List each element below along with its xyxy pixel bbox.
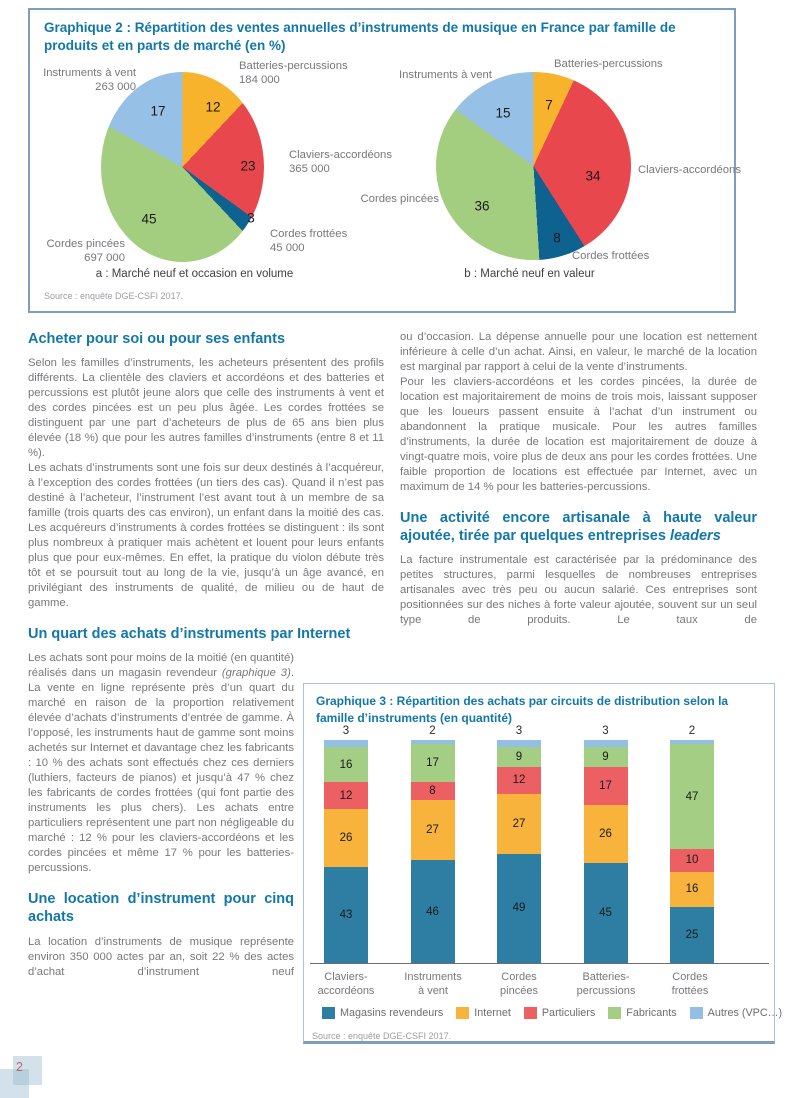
- paragraph: ou d’occasion. La dépense annuelle pour une location est nettement inférieure à celle d’un achat. Ainsi, en valeur, le marché de la location est marginal par rapport à celui de la vente d’instruments.: [400, 331, 757, 373]
- section-heading-artisanale: Une activité encore artisanale à haute valeur ajoutée, tirée par quelques entreprises leaders: [400, 510, 757, 545]
- section-heading-internet: Un quart des achats d’instruments par Internet: [28, 626, 351, 643]
- pie-b-value-pincees: 36: [474, 198, 490, 214]
- graphique2-panel: [28, 8, 741, 313]
- pie-b-value-batteries: 7: [545, 97, 553, 113]
- bar-segment: 26: [584, 805, 628, 863]
- category-label-frottees: Cordes frottées: [671, 971, 709, 997]
- bar-segment: 12: [497, 767, 541, 794]
- bar-3: [584, 725, 628, 963]
- section-heading-acheter: Acheter pour soi ou pour ses enfants: [28, 331, 286, 347]
- pie-a-value-pincees: 45: [141, 211, 157, 227]
- bar-1: [411, 725, 455, 963]
- category-label-batteries: Batteries- percussions: [576, 971, 636, 997]
- italic-reference: (graphique 3): [221, 667, 291, 680]
- bar-segment: 16: [324, 747, 368, 783]
- bar-segment: [497, 740, 541, 747]
- legend-item-3: [608, 1007, 676, 1019]
- pie-a-value-frottees: 3: [247, 210, 255, 226]
- bar-2: [497, 725, 541, 963]
- graphique3-title: Graphique 3 : Répartition des achats par circuits de distribution selon la famille d’instruments (en quantité): [316, 694, 729, 725]
- pie-a-label-frottees: Cordes frottées 45 000: [270, 228, 348, 254]
- right-column: [400, 330, 757, 628]
- pie-a-label-claviers: Claviers-accordéons 365 000: [289, 149, 392, 175]
- pie-a-label-pincees: Cordes pincées 697 000: [46, 238, 125, 264]
- legend-item-0: [322, 1007, 443, 1019]
- pie-b-value-claviers: 34: [585, 168, 601, 184]
- pie-b-label-claviers: Claviers-accordéons: [638, 164, 741, 176]
- paragraph: Selon les familles d’instruments, les acheteurs présentent des profils différents. La clientèle des claviers et accordéons et des batteries et percussions est plutôt jeune alors que celle des instruments à vent et des cordes pincées est un peu plus âgée. Les cordes frottées se distinguent par une part d’acheteurs de plus de 65 ans bien plus élevée (18 %) que pour les autres familles d’instruments (entre 8 et 11 %).: [28, 357, 384, 460]
- legend-label: Internet: [474, 1007, 511, 1019]
- pie-chart-value: [436, 72, 631, 260]
- legend-swatch: [322, 1007, 335, 1019]
- legend-swatch: [608, 1007, 621, 1019]
- bar-segment: 46: [411, 860, 455, 963]
- graphique3-source: Source : enquête DGE-CSFI 2017.: [312, 1031, 452, 1041]
- legend-item-1: [456, 1007, 511, 1019]
- pie-b-label-vent: Instruments à vent: [399, 69, 492, 81]
- bar-segment: 17: [411, 744, 455, 782]
- paragraph: La location d’instruments de musique représente environ 350 000 actes par an, soit 22 % des actes d’achat d’instrument neuf: [28, 935, 294, 978]
- bar-segment: 16: [670, 872, 714, 908]
- bar-top-value: 2: [688, 725, 696, 738]
- page-number-square: [0, 1069, 29, 1098]
- legend-swatch: [456, 1007, 469, 1019]
- section-heading-location: Une location d’instrument pour cinq achats: [28, 891, 294, 926]
- category-label-claviers: Claviers- accordéons: [317, 971, 375, 997]
- bar-top-value: 3: [515, 725, 523, 738]
- x-axis-line: [310, 963, 769, 964]
- category-label-vent: Instruments à vent: [404, 971, 462, 997]
- bar-segment: 43: [324, 867, 368, 963]
- bar-chart-bars: [304, 684, 774, 963]
- bar-segment: 47: [670, 744, 714, 849]
- bar-top-value: 3: [342, 725, 350, 738]
- bar-segment: 17: [584, 767, 628, 805]
- legend-label: Autres (VPC…): [707, 1007, 783, 1019]
- pie-a-value-claviers: 23: [240, 158, 256, 174]
- pie-b-value-frottees: 8: [553, 230, 561, 246]
- page-number: 2: [16, 1060, 23, 1074]
- pie-a-label-vent: Instruments à vent 263 000: [43, 67, 136, 93]
- paragraph: Pour les claviers-accordéons et les cordes pincées, la durée de location est majoritairement de moins de trois mois, laissant supposer que les loueurs passent ensuite à l’achat d’un instrument ou abandonnent la pratique musicale. Pour les autres familles d’instruments, la durée de location est majoritairement de douze à vingt-quatre mois, voire plus de deux ans pour les cordes frottées. Une faible proportion de locations est effectuée par Internet, avec un maximum de 14 % pour les batteries-percussions.: [400, 376, 757, 493]
- legend-item-2: [524, 1007, 595, 1019]
- bar-segment: 12: [324, 782, 368, 809]
- bar-segment: 25: [670, 907, 714, 963]
- bar-top-value: 3: [602, 725, 609, 738]
- bar-segment: 8: [411, 782, 455, 800]
- paragraph: Les achats d’instruments sont une fois sur deux destinés à l’acquéreur, à l’exception des cordes frottées (un tiers des cas). Quand il n’est pas destiné à l’acheteur, l’instrument l’est avant tout à un membre de sa famille (trois quarts des cas environ), un enfant dans la moitié des cas. Les acquéreurs d’instruments à cordes frottées se distinguent : ils sont plus nombreux à pratiquer mais achètent et louent pour leurs enfants plus que pour eux-mêmes. En effet, la pratique du violon débute très tôt et se poursuit tout au long de la vie, jusqu’à un âge avancé, en privilégiant des instruments de qualité, de milieu ou de haut de gamme.: [28, 462, 384, 610]
- graphique2-title: Graphique 2 : Répartition des ventes annuelles d’instruments de musique en France par famille de produits et en parts de marché (en %): [44, 20, 676, 54]
- legend-label: Magasins revendeurs: [340, 1007, 444, 1019]
- bar-segment: 27: [411, 800, 455, 860]
- narrow-text-block: [28, 651, 294, 979]
- bar-4: [670, 725, 714, 963]
- bar-segment: [584, 740, 628, 747]
- graphique3-panel: [303, 683, 783, 1044]
- bar-segment: 45: [584, 863, 628, 963]
- pie-a-value-vent: 17: [150, 103, 166, 119]
- bar-segment: 10: [670, 849, 714, 871]
- legend-label: Particuliers: [541, 1007, 596, 1019]
- bar-segment: [324, 740, 368, 747]
- pie-b-label-batteries: Batteries-percussions: [554, 58, 663, 70]
- pie-b-label-pincees: Cordes pincées: [360, 193, 439, 205]
- stacked-bar-chart: [304, 684, 783, 1041]
- bar-segment: 26: [324, 809, 368, 867]
- bar-segment: 27: [497, 794, 541, 854]
- paragraph: Les achats sont pour moins de la moitié (en quantité) réalisés dans un magasin revendeur (graphique 3). La vente en ligne représente près d’un quart du marché en raison de la proportion relativement élevée d’achats d’instruments d’entrée de gamme. À l’opposé, les instruments haut de gamme sont moins achetés sur Internet et davantage chez les fabricants : 10 % des achats sont effectués chez ces derniers (luthiers, facteurs de pianos) et jusqu’à 47 % chez les fabricants de cordes frottées (qui font partie des instruments les plus chers). Les achats entre particuliers représentent une part non négligeable du marché : 12 % pour les claviers-accordéons et les cordes pincées et même 17 % pour les batteries-percussions.: [28, 652, 294, 875]
- category-label-pincees: Cordes pincées: [500, 971, 538, 997]
- legend-swatch: [690, 1007, 703, 1019]
- bar-0: [324, 725, 368, 963]
- pie-a-label-batteries: Batteries-percussions 184 000: [239, 60, 348, 86]
- bar-top-value: 2: [429, 725, 436, 738]
- graphique2-source: Source : enquête DGE-CSFI 2017.: [44, 291, 184, 301]
- legend-swatch: [524, 1007, 537, 1019]
- bar-segment: 9: [497, 747, 541, 767]
- legend-item-4: [690, 1007, 782, 1019]
- bar-segment: 9: [584, 747, 628, 767]
- pie-a-caption: a : Marché neuf et occasion en volume: [95, 268, 294, 280]
- pie-a-value-batteries: 12: [205, 99, 221, 115]
- pie-b-value-vent: 15: [495, 105, 511, 121]
- bar-chart-legend: [322, 1007, 782, 1019]
- paragraph: La facture instrumentale est caractérisée par la prédominance des petites structures, parmi lesquelles de nombreuses entreprises artisanales avec très peu ou aucun salarié. Ces entreprises sont positionnées sur des niches à forte valeur ajoutée, souvent sur un seul type de produits. Le taux de: [400, 554, 757, 627]
- legend-label: Fabricants: [626, 1007, 677, 1019]
- pie-b-label-frottees: Cordes frottées: [572, 250, 650, 262]
- pie-b-caption: b : Marché neuf en valeur: [464, 268, 595, 280]
- bar-segment: 49: [497, 854, 541, 963]
